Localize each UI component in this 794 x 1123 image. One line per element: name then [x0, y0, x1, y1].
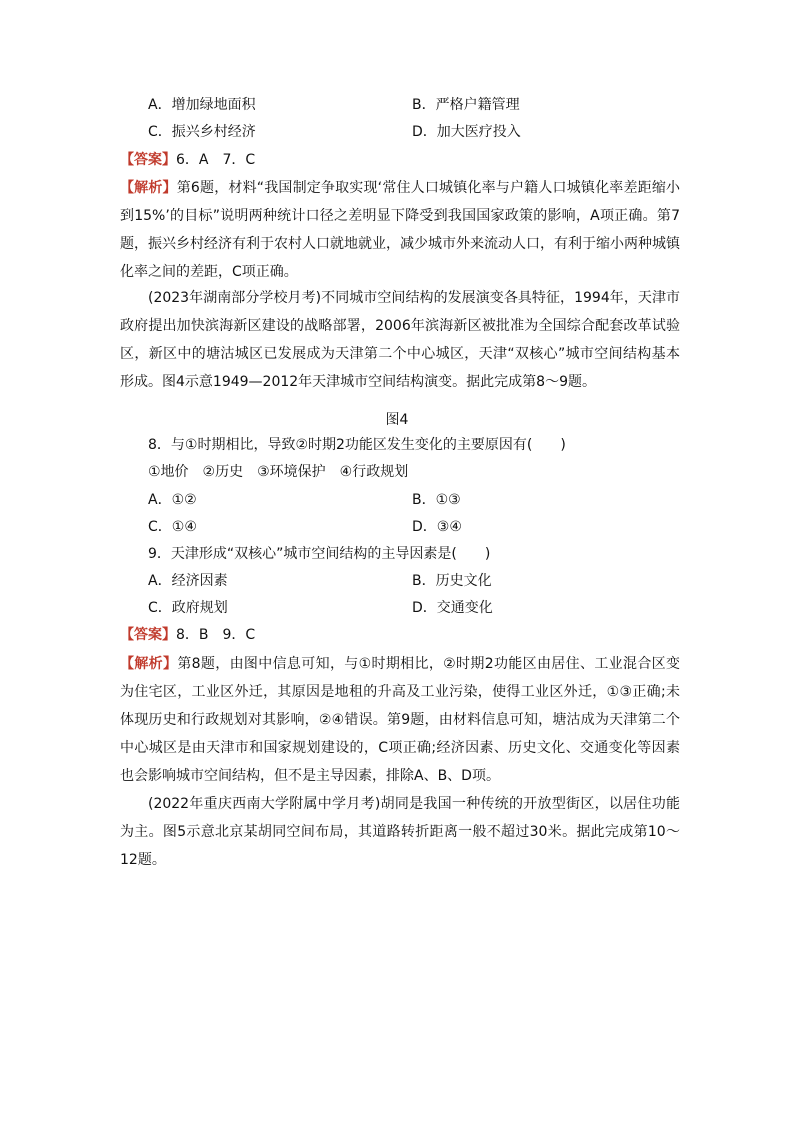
material-paragraph-2: (2022年重庆西南大学附属中学月考)胡同是我国一种传统的开放型街区，以居住功能为主。图5示意北京某胡同空间布局，其道路转折距离一般不超过30米。据此完成第10～12题。 [120, 796, 680, 868]
question-8-items: ①地价 ②历史 ③环境保护 ④行政规划 [148, 464, 409, 480]
analysis-paragraph-2 [120, 650, 680, 790]
material-paragraph-1: (2023年湖南部分学校月考)不同城市空间结构的发展演变各具特征，1994年，天津市政府提出加快滨海新区建设的战略部署，2006年滨海新区被批准为全国综合配套改革试验区，新区中的塘沽城区已发展成为天津第二个中心城区，天津“双核心”城市空间结构基本形成。图4示意1949—2012年天津城市空间结构演变。据此完成第8～9题。 [120, 290, 680, 390]
q8-option-b: B．①③ [412, 492, 461, 508]
option-d: D．加大医疗投入 [412, 124, 521, 140]
question-9-stem: 9．天津形成“双核心”城市空间结构的主导因素是( ) [148, 546, 491, 562]
answer-tag: 【答案】 [120, 627, 176, 643]
analysis-text: 第6题，材料“我国制定争取实现‘常住人口城镇化率与户籍人口城镇化率差距缩小到15%’的目标”说明两种统计口径之差明显下降受到我国国家政策的影响，A项正确。第7题，振兴乡村经济有利于农村人口就地就业，减少城市外来流动人口，有利于缩小两种城镇化率之间的差距，C项正确。 [120, 180, 681, 280]
q8-option-d: D．③④ [412, 519, 462, 535]
q9-option-b: B．历史文化 [412, 573, 492, 589]
q9-option-a: A．经济因素 [148, 573, 228, 589]
answer-text: 8．B 9．C [176, 627, 256, 643]
answer-line-2 [120, 625, 255, 645]
q9-option-d: D．交通变化 [412, 600, 493, 616]
q9-option-c: C．政府规划 [148, 600, 228, 616]
figure-label: 图4 [385, 412, 409, 428]
q8-option-c: C．①④ [148, 519, 197, 535]
analysis-tag: 【解析】 [120, 656, 178, 672]
q8-option-a: A．①② [148, 492, 197, 508]
answer-tag: 【答案】 [120, 152, 176, 168]
option-a: A．增加绿地面积 [148, 97, 256, 113]
option-b: B．严格户籍管理 [412, 97, 520, 113]
option-c: C．振兴乡村经济 [148, 124, 256, 140]
question-8-stem: 8．与①时期相比，导致②时期2功能区发生变化的主要原因有( ) [148, 437, 566, 453]
answer-text: 6．A 7．C [176, 152, 256, 168]
analysis-text: 第8题，由图中信息可知，与①时期相比，②时期2功能区由居住、工业混合区变为住宅区，工业区外迁，其原因是地租的升高及工业污染，使得工业区外迁，①③正确;未体现历史和行政规划对其影响，②④错误。第9题，由材料信息可知，塘沽成为天津第二个中心城区是由天津市和国家规划建设的，C项正确;经济因素、历史文化、交通变化等因素也会影响城市空间结构，但不是主导因素，排除A、B、D项。 [120, 656, 680, 784]
analysis-tag: 【解析】 [120, 180, 177, 196]
analysis-paragraph-1 [120, 174, 680, 286]
answer-line-1 [120, 150, 255, 170]
